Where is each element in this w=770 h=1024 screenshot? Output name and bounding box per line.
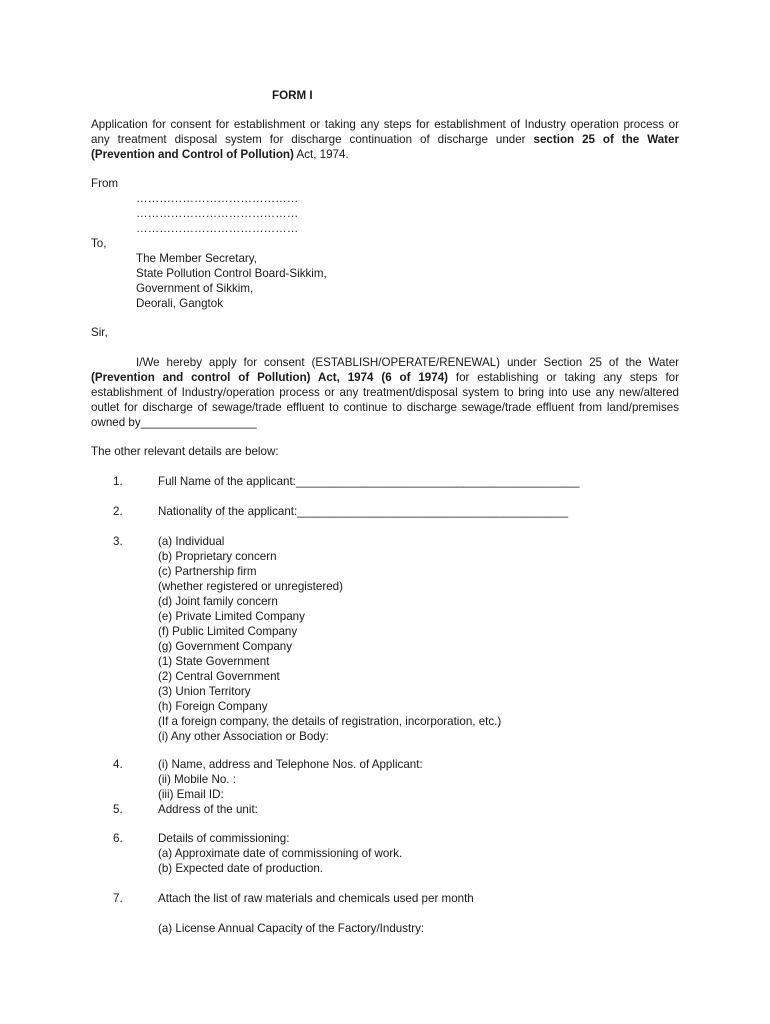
item-number: 3. bbox=[113, 535, 123, 548]
entity-option: (a) Individual bbox=[158, 535, 225, 548]
entity-option: (d) Joint family concern bbox=[158, 595, 278, 608]
from-line: …………………………………… bbox=[136, 207, 299, 220]
to-address-line: State Pollution Control Board-Sikkim, bbox=[136, 267, 327, 280]
item-number: 6. bbox=[113, 832, 123, 845]
applicant-contact-line: (i) Name, address and Telephone Nos. of Applicant: bbox=[158, 758, 423, 771]
body-bold-text: (Prevention and control of Pollution) Act, 1974 (6 of 1974) bbox=[91, 371, 448, 384]
entity-option: (c) Partnership firm bbox=[158, 565, 257, 578]
item-number: 2. bbox=[113, 505, 123, 518]
full-name-field[interactable]: Full Name of the applicant:____________________________________________ bbox=[158, 475, 580, 488]
item-content bbox=[158, 504, 568, 519]
intro-text: Application for consent for establishment or taking any steps for establishment of Industry operation process or any treatment disposal system for discharge continuation of discharge under bbox=[91, 118, 679, 146]
from-line: …………………………………… bbox=[136, 222, 299, 235]
entity-option: (2) Central Government bbox=[158, 670, 280, 683]
item-number: 4. bbox=[113, 758, 123, 771]
commissioning-details bbox=[158, 831, 402, 876]
item-number: 5. bbox=[113, 803, 123, 816]
intro-paragraph bbox=[91, 117, 679, 162]
commissioning-line: Details of commissioning: bbox=[158, 832, 290, 845]
from-block bbox=[136, 191, 298, 236]
applicant-contact-line: (iii) Email ID: bbox=[158, 788, 224, 801]
salutation: Sir, bbox=[91, 326, 108, 339]
intro-text-end: Act, 1974. bbox=[293, 148, 349, 161]
entity-option: (whether registered or unregistered) bbox=[158, 580, 343, 593]
body-text: I/We hereby apply for consent (ESTABLISH/OPERATE/RENEWAL) under Section 25 of the Water bbox=[136, 356, 679, 369]
entity-option: (f) Public Limited Company bbox=[158, 625, 298, 638]
license-capacity-label: (a) License Annual Capacity of the Factory/Industry: bbox=[158, 922, 425, 935]
item-number: 7. bbox=[113, 892, 123, 905]
from-label: From bbox=[91, 177, 119, 190]
entity-option: (h) Foreign Company bbox=[158, 700, 268, 713]
item-content bbox=[158, 802, 258, 817]
commissioning-line: (a) Approximate date of commissioning of work. bbox=[158, 847, 403, 860]
entity-option: (b) Proprietary concern bbox=[158, 550, 277, 563]
nationality-field[interactable]: Nationality of the applicant:__________________________________________ bbox=[158, 505, 569, 518]
form-title: FORM I bbox=[272, 89, 313, 102]
entity-option: (i) Any other Association or Body: bbox=[158, 730, 329, 743]
to-address-line: Government of Sikkim, bbox=[136, 282, 254, 295]
applicant-contact-line: (ii) Mobile No. : bbox=[158, 773, 236, 786]
to-address bbox=[136, 251, 327, 311]
intro-bold-text: section 25 of the Water (Prevention and Control of Pollution) bbox=[91, 133, 679, 161]
item-content bbox=[158, 891, 474, 906]
to-address-line: The Member Secretary, bbox=[136, 252, 257, 265]
body-paragraph bbox=[91, 355, 679, 430]
entity-option: (e) Private Limited Company bbox=[158, 610, 305, 623]
to-label: To, bbox=[91, 237, 107, 250]
raw-materials-label: Attach the list of raw materials and chemicals used per month bbox=[158, 892, 474, 905]
from-line: …………………………………… bbox=[136, 192, 299, 205]
unit-address-label: Address of the unit: bbox=[158, 803, 258, 816]
body-text-end: for establishing or taking any steps for establishment of Industry/operation process or any treatment/disposal system to bring into use any new/altered outlet for discharge of sewage/trade effluent to continue to discharge sewage/trade effluent from land/premises owned by__________________ bbox=[91, 371, 679, 429]
applicant-contact-list bbox=[158, 757, 423, 802]
entity-type-list bbox=[158, 534, 501, 744]
to-address-line: Deorali, Gangtok bbox=[136, 297, 223, 310]
entity-option: (3) Union Territory bbox=[158, 685, 251, 698]
entity-option: (1) State Government bbox=[158, 655, 270, 668]
item-content bbox=[158, 474, 580, 489]
item-number: 1. bbox=[113, 475, 123, 488]
commissioning-line: (b) Expected date of production. bbox=[158, 862, 323, 875]
other-details-heading: The other relevant details are below: bbox=[91, 445, 279, 458]
entity-option: (If a foreign company, the details of registration, incorporation, etc.) bbox=[158, 715, 502, 728]
entity-option: (g) Government Company bbox=[158, 640, 293, 653]
